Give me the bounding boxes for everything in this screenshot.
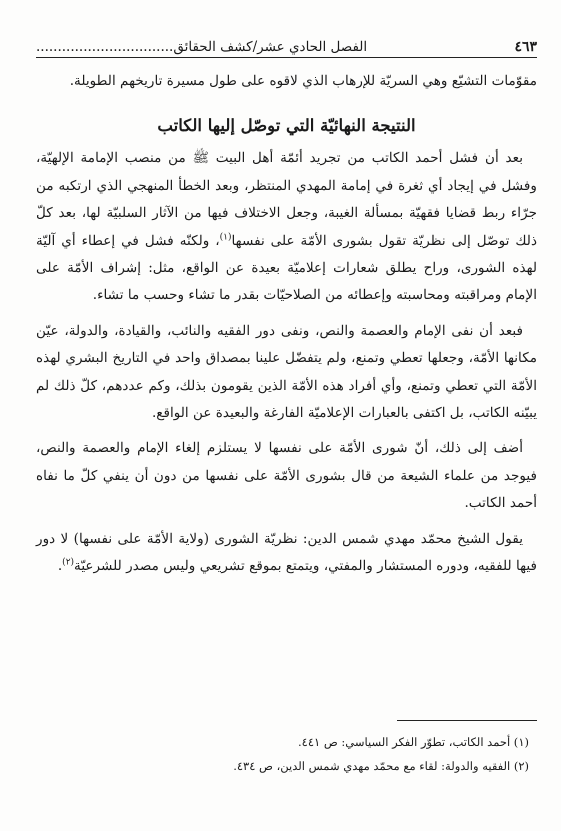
paragraph-1-tail: ، ولكنّه فشل في إعطاء أي آليّة لهذه الشورى، وراح يطلق شعارات إعلاميّة بعيدة عن الواقع، مثل: إشراف الأمّة على الإمام ومراقبته ومحاسبته وإعطائه من الصلاحيّات بقدر ما تشاء وحسب ما تشاء. <box>36 232 537 304</box>
page-header <box>36 33 537 58</box>
running-head <box>36 39 367 55</box>
footnote-divider <box>397 720 537 721</box>
footnote-ref-1[interactable]: (١) <box>219 232 232 243</box>
paragraph-4 <box>36 526 537 581</box>
chapter-title: الفصل الحادي عشر/كشف الحقائق <box>173 39 368 55</box>
body-text <box>36 68 537 589</box>
paragraph-1 <box>36 145 537 309</box>
page-number: ٤٦٣ <box>514 39 537 55</box>
intro-paragraph: مقوّمات التشيّع وهي السريّة للإرهاب الذي لاقوه على طول مسيرة تاريخهم الطويلة. <box>69 73 537 89</box>
paragraph-4-tail: . <box>57 558 63 575</box>
footnote-2: (٢) الفقيه والدولة: لقاء مع محمّد مهدي شمس الدين، ص ٤٣٤. <box>233 759 529 773</box>
footnote-ref-2[interactable]: (٢) <box>62 557 75 568</box>
footnote-1: (١) أحمد الكاتب، تطوّر الفكر السياسي: ص ٤٤١. <box>298 735 529 749</box>
header-leader-dots: ................................ <box>36 39 174 55</box>
section-title: النتيجة النهائيّة التي توصّل إليها الكاتب <box>157 116 416 136</box>
paragraph-2: فبعد أن نفى الإمام والعصمة والنص، ونفى دور الفقيه والنائب، والقيادة، والدولة، عيّن مكانها الأمّة، وجعلها تعطي وتمنع، ولم يتفضّل علينا بمصداق واحد في التاريخ البشري لهذه الأمّة التي تعطي وتمنع، وأي أفراد هذه الأمّة الذين يقومون بذلك، وكم عددهم، كلّ ذلك لم يبيّنه الكاتب، بل اكتفى بالعبارات الإعلاميّة الفارغة والبعيدة عن الواقع. <box>36 322 537 422</box>
paragraph-4-text: يقول الشيخ محمّد مهدي شمس الدين: نظريّة الشورى (ولاية الأمّة على نفسها) لا دور فيها للفقيه، ودوره المستشار والمفتي، ويتمتع بموقع تشريعي وليس مصدر للشرعيّة <box>36 530 537 575</box>
footnotes <box>36 730 529 778</box>
paragraph-3: أضف إلى ذلك، أنّ شورى الأمّة على نفسها لا يستلزم إلغاء الإمام والعصمة والنص، فيوجد من علماء الشيعة من قال بشورى الأمّة على نفسها من دون أن ينفي كلّ ما نفاه أحمد الكاتب. <box>36 440 537 512</box>
paragraph-1-text: بعد أن فشل أحمد الكاتب من تجريد أئمّة أهل البيت ﷺ من منصب الإمامة الإلهيّة، وفشل في إيجاد أي ثغرة في إمامة المهدي المنتظر، وبعد الخطأ المنهجي الذي ارتكبه من جرّاء ربط قضايا فقهيّة بمسألة الغيبة، وجعل الاختلاف فيها من الآثار السلبيّة لها، بعد كلّ ذلك توصّل إلى نظريّة تقول بشورى الأمّة على نفسها <box>36 150 537 249</box>
